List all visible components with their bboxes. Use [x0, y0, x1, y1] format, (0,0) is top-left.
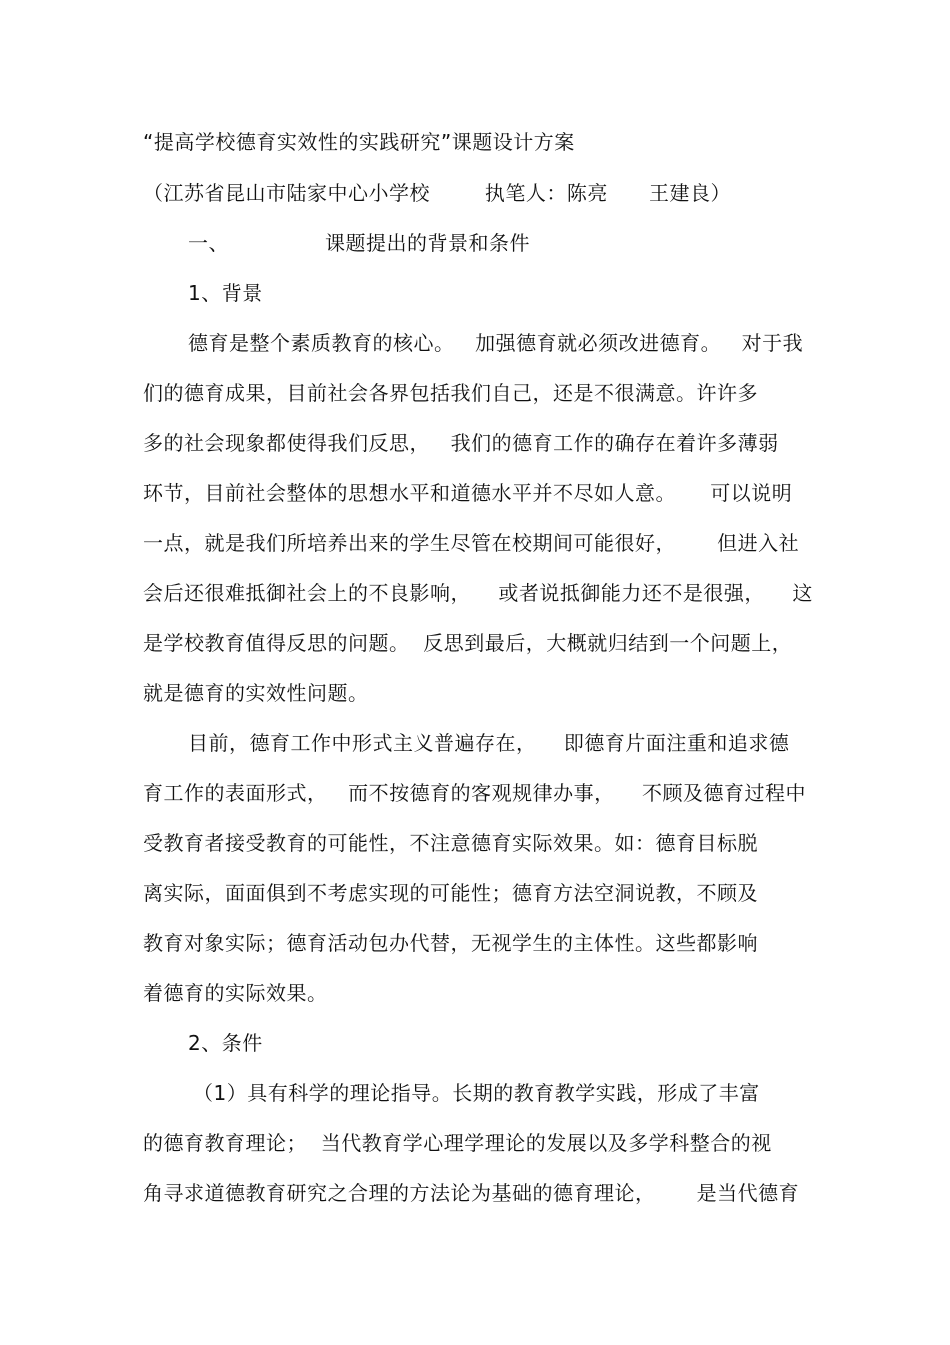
section-heading: 一、 课题提出的背景和条件 — [188, 231, 531, 255]
paragraph-line: 目前，德育工作中形式主义普遍存在， 即德育片面注重和追求德 — [188, 731, 790, 755]
paragraph-line: 环节，目前社会整体的思想水平和道德水平并不尽如人意。 可以说明 — [143, 481, 793, 505]
paragraph-line: 会后还很难抵御社会上的不良影响， 或者说抵御能力还不是很强， 这 — [143, 581, 813, 605]
paragraph-line: 着德育的实际效果。 — [143, 981, 328, 1005]
subheading-conditions: 2、条件 — [188, 1031, 263, 1055]
paragraph-line: 多的社会现象都使得我们反思， 我们的德育工作的确存在着许多薄弱 — [143, 431, 779, 455]
paragraph-line: 德育是整个素质教育的核心。 加强德育就必须改进德育。 对于我 — [188, 331, 804, 355]
paragraph-line: 受教育者接受教育的可能性，不注意德育实际效果。如：德育目标脱 — [143, 831, 758, 855]
paragraph-line: 是学校教育值得反思的问题。 反思到最后，大概就归结到一个问题上， — [143, 631, 793, 655]
paragraph-line: 育工作的表面形式， 而不按德育的客观规律办事， 不顾及德育过程中 — [143, 781, 807, 805]
document-title: “提高学校德育实效性的实践研究”课题设计方案 — [143, 130, 575, 154]
paragraph-line: 们的德育成果，目前社会各界包括我们自己，还是不很满意。许许多 — [143, 381, 758, 405]
paragraph-line: （1）具有科学的理论指导。长期的教育教学实践，形成了丰富 — [193, 1081, 760, 1105]
paragraph-line: 教育对象实际；德育活动包办代替，无视学生的主体性。这些都影响 — [143, 931, 758, 955]
paragraph-line: 离实际，面面俱到不考虑实现的可能性；德育方法空洞说教，不顾及 — [143, 881, 758, 905]
document-byline: （江苏省昆山市陆家中心小学校 执笔人：陈亮 王建良） — [143, 181, 732, 205]
paragraph-line: 的德育教育理论； 当代教育学心理学理论的发展以及多学科整合的视 — [143, 1131, 772, 1155]
paragraph-line: 就是德育的实效性问题。 — [143, 681, 369, 705]
paragraph-line: 一点，就是我们所培养出来的学生尽管在校期间可能很好， 但进入社 — [143, 531, 800, 555]
subheading-background: 1、背景 — [188, 281, 263, 305]
paragraph-line: 角寻求道德教育研究之合理的方法论为基础的德育理论， 是当代德育 — [143, 1181, 800, 1205]
